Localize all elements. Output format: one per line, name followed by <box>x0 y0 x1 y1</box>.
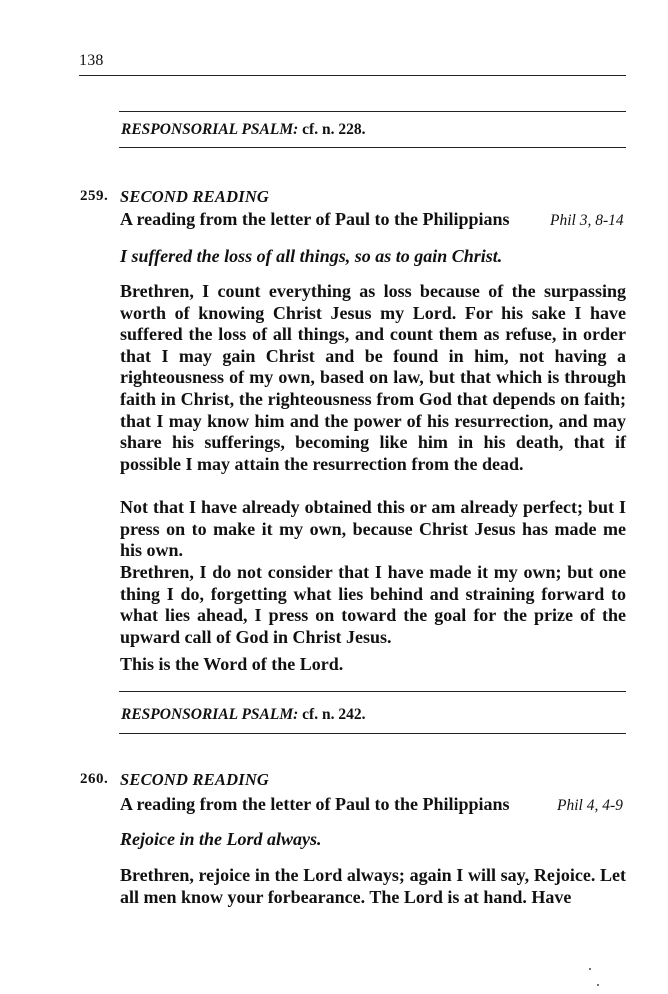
reading-theme: Rejoice in the Lord always. <box>120 829 322 849</box>
psalm-ref: cf. n. 242. <box>302 706 366 723</box>
page-number: 138 <box>79 52 104 69</box>
responsorial-psalm <box>121 706 365 724</box>
header-rule <box>79 75 626 76</box>
scan-speck <box>597 984 599 986</box>
reading-paragraph: Brethren, rejoice in the Lord always; again I will say, Rejoice. Let all men know your forbearance. The Lord is at hand. Have <box>120 865 626 907</box>
scan-speck <box>589 968 591 970</box>
responsorial-psalm <box>121 121 365 139</box>
psalm-rule-top <box>119 691 626 692</box>
reading-closing: This is the Word of the Lord. <box>120 654 344 674</box>
reading-paragraph: Brethren, I do not consider that I have made it my own; but one thing I do, forgetting what lies behind and straining forward to what lies ahead, I press on toward the goal for the prize of the upward call of God in Christ Jesus. <box>120 562 626 647</box>
reading-citation: Phil 4, 4-9 <box>557 797 623 814</box>
psalm-label: RESPONSORIAL PSALM: <box>121 706 299 723</box>
psalm-ref: cf. n. 228. <box>302 121 366 138</box>
reading-paragraph: Brethren, I count everything as loss because of the surpassing worth of knowing Christ Jesus my Lord. For his sake I have suffered the loss of all things, and count them as refuse, in order that I may gain Christ and be found in him, not having a righteousness of my own, based on law, but that which is through faith in Christ, the righteousness from God that depends on faith; that I may know him and the power of his resurrection, and may share his sufferings, becoming like him in his death, that if possible I may attain the resurrection from the dead. <box>120 281 626 474</box>
reading-heading: SECOND READING <box>120 770 270 789</box>
psalm-rule-top <box>119 111 626 112</box>
reading-intro: A reading from the letter of Paul to the Philippians <box>120 209 510 229</box>
psalm-label: RESPONSORIAL PSALM: <box>121 121 299 138</box>
reading-theme: I suffered the loss of all things, so as to gain Christ. <box>120 246 503 266</box>
reading-intro: A reading from the letter of Paul to the Philippians <box>120 794 510 814</box>
psalm-rule-bottom <box>119 147 626 148</box>
reading-paragraph: Not that I have already obtained this or am already perfect; but I press on to make it my own, because Christ Jesus has made me his own. <box>120 497 626 561</box>
reading-heading: SECOND READING <box>120 187 270 206</box>
reading-number: 260. <box>80 771 109 787</box>
reading-citation: Phil 3, 8-14 <box>550 212 624 229</box>
psalm-rule-bottom <box>119 733 626 734</box>
reading-number: 259. <box>80 188 109 204</box>
